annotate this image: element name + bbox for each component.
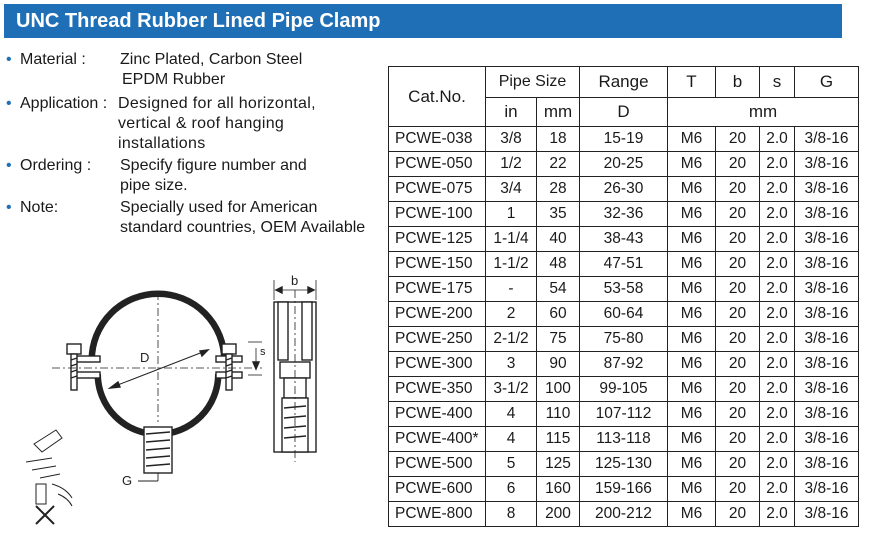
cell-mm: 28 bbox=[537, 177, 580, 202]
bullet-icon: • bbox=[6, 199, 12, 216]
cell-mm: 125 bbox=[537, 452, 580, 477]
bullet-icon: • bbox=[6, 95, 12, 112]
cell-s: 2.0 bbox=[760, 377, 795, 402]
cell-b: 20 bbox=[716, 502, 760, 527]
cell-b: 20 bbox=[716, 227, 760, 252]
cell-mm: 48 bbox=[537, 252, 580, 277]
cell-t: M6 bbox=[668, 227, 716, 252]
cell-b: 20 bbox=[716, 452, 760, 477]
cell-b: 20 bbox=[716, 302, 760, 327]
table-row bbox=[389, 127, 859, 152]
cell-t: M6 bbox=[668, 427, 716, 452]
cell-in: - bbox=[486, 277, 537, 302]
cell-cat-no: PCWE-175 bbox=[389, 277, 486, 302]
header-t: T bbox=[668, 67, 716, 98]
cell-range: 125-130 bbox=[580, 452, 668, 477]
cell-g: 3/8-16 bbox=[795, 127, 859, 152]
cell-t: M6 bbox=[668, 327, 716, 352]
cell-mm: 60 bbox=[537, 302, 580, 327]
table-row bbox=[389, 252, 859, 277]
table-row bbox=[389, 377, 859, 402]
cell-mm: 160 bbox=[537, 477, 580, 502]
cell-t: M6 bbox=[668, 177, 716, 202]
cell-b: 20 bbox=[716, 277, 760, 302]
cell-g: 3/8-16 bbox=[795, 227, 859, 252]
spec-material-label: Material : bbox=[20, 51, 86, 68]
cell-in: 2 bbox=[486, 302, 537, 327]
header-mm-unit: mm bbox=[668, 98, 859, 127]
cell-t: M6 bbox=[668, 152, 716, 177]
drawing-label-s: s bbox=[260, 346, 266, 358]
cell-range: 99-105 bbox=[580, 377, 668, 402]
cell-g: 3/8-16 bbox=[795, 377, 859, 402]
cell-b: 20 bbox=[716, 127, 760, 152]
cell-g: 3/8-16 bbox=[795, 302, 859, 327]
spec-table bbox=[388, 66, 859, 527]
cell-t: M6 bbox=[668, 352, 716, 377]
cell-in: 1-1/2 bbox=[486, 252, 537, 277]
cell-cat-no: PCWE-350 bbox=[389, 377, 486, 402]
cell-range: 107-112 bbox=[580, 402, 668, 427]
cell-s: 2.0 bbox=[760, 302, 795, 327]
cell-range: 60-64 bbox=[580, 302, 668, 327]
cell-g: 3/8-16 bbox=[795, 152, 859, 177]
cell-range: 113-118 bbox=[580, 427, 668, 452]
table-row bbox=[389, 327, 859, 352]
cell-b: 20 bbox=[716, 252, 760, 277]
page-title: UNC Thread Rubber Lined Pipe Clamp bbox=[4, 4, 842, 38]
cell-b: 20 bbox=[716, 402, 760, 427]
cell-cat-no: PCWE-500 bbox=[389, 452, 486, 477]
cell-s: 2.0 bbox=[760, 252, 795, 277]
cell-g: 3/8-16 bbox=[795, 452, 859, 477]
drawing-label-b: b bbox=[291, 273, 299, 288]
cell-in: 3-1/2 bbox=[486, 377, 537, 402]
header-b: b bbox=[716, 67, 760, 98]
cell-t: M6 bbox=[668, 452, 716, 477]
bullet-icon: • bbox=[6, 51, 12, 68]
cell-range: 15-19 bbox=[580, 127, 668, 152]
table-row bbox=[389, 427, 859, 452]
table-row bbox=[389, 352, 859, 377]
header-d: D bbox=[580, 98, 668, 127]
cell-s: 2.0 bbox=[760, 227, 795, 252]
cell-cat-no: PCWE-300 bbox=[389, 352, 486, 377]
cell-mm: 22 bbox=[537, 152, 580, 177]
header-pipe-size: Pipe Size bbox=[486, 67, 580, 98]
cell-mm: 100 bbox=[537, 377, 580, 402]
cell-range: 47-51 bbox=[580, 252, 668, 277]
cell-g: 3/8-16 bbox=[795, 502, 859, 527]
spec-application-line: installations bbox=[118, 135, 206, 152]
cell-range: 53-58 bbox=[580, 277, 668, 302]
cell-t: M6 bbox=[668, 252, 716, 277]
cell-b: 20 bbox=[716, 152, 760, 177]
cell-in: 3/8 bbox=[486, 127, 537, 152]
cell-s: 2.0 bbox=[760, 277, 795, 302]
cell-b: 20 bbox=[716, 202, 760, 227]
table-row bbox=[389, 502, 859, 527]
cell-g: 3/8-16 bbox=[795, 402, 859, 427]
cell-cat-no: PCWE-250 bbox=[389, 327, 486, 352]
table-row bbox=[389, 227, 859, 252]
header-range: Range bbox=[580, 67, 668, 98]
spec-note-line: Specially used for American bbox=[120, 199, 318, 216]
cell-range: 87-92 bbox=[580, 352, 668, 377]
cell-range: 159-166 bbox=[580, 477, 668, 502]
cell-s: 2.0 bbox=[760, 327, 795, 352]
cell-b: 20 bbox=[716, 427, 760, 452]
cell-in: 8 bbox=[486, 502, 537, 527]
spec-application-line: vertical & roof hanging bbox=[118, 115, 285, 132]
cell-mm: 110 bbox=[537, 402, 580, 427]
cell-cat-no: PCWE-075 bbox=[389, 177, 486, 202]
cell-s: 2.0 bbox=[760, 352, 795, 377]
spec-ordering-line: Specify figure number and bbox=[120, 157, 307, 174]
cell-b: 20 bbox=[716, 352, 760, 377]
pipe-clamp-drawing bbox=[12, 262, 372, 528]
cell-cat-no: PCWE-125 bbox=[389, 227, 486, 252]
cell-t: M6 bbox=[668, 127, 716, 152]
cell-b: 20 bbox=[716, 177, 760, 202]
cell-in: 1 bbox=[486, 202, 537, 227]
table-row bbox=[389, 302, 859, 327]
cell-cat-no: PCWE-050 bbox=[389, 152, 486, 177]
cell-s: 2.0 bbox=[760, 127, 795, 152]
cell-t: M6 bbox=[668, 302, 716, 327]
cell-s: 2.0 bbox=[760, 202, 795, 227]
cell-s: 2.0 bbox=[760, 477, 795, 502]
cell-s: 2.0 bbox=[760, 177, 795, 202]
cell-s: 2.0 bbox=[760, 452, 795, 477]
spec-material-line: Zinc Plated, Carbon Steel bbox=[120, 51, 303, 68]
table-row bbox=[389, 452, 859, 477]
cell-t: M6 bbox=[668, 202, 716, 227]
cell-mm: 40 bbox=[537, 227, 580, 252]
cell-cat-no: PCWE-100 bbox=[389, 202, 486, 227]
header-cat-no: Cat.No. bbox=[389, 67, 486, 127]
table-row bbox=[389, 477, 859, 502]
cell-t: M6 bbox=[668, 502, 716, 527]
table-row bbox=[389, 152, 859, 177]
cell-b: 20 bbox=[716, 327, 760, 352]
cell-mm: 90 bbox=[537, 352, 580, 377]
spec-application-label: Application : bbox=[20, 95, 108, 112]
spec-material-line: EPDM Rubber bbox=[122, 71, 226, 88]
cell-cat-no: PCWE-400 bbox=[389, 402, 486, 427]
drawing-label-g: G bbox=[122, 473, 133, 488]
spec-note-label: Note: bbox=[20, 199, 59, 216]
cell-in: 1-1/4 bbox=[486, 227, 537, 252]
cell-cat-no: PCWE-800 bbox=[389, 502, 486, 527]
cell-in: 3 bbox=[486, 352, 537, 377]
drawing-label-d: D bbox=[140, 350, 150, 365]
cell-cat-no: PCWE-400* bbox=[389, 427, 486, 452]
cell-g: 3/8-16 bbox=[795, 352, 859, 377]
cell-g: 3/8-16 bbox=[795, 252, 859, 277]
header-in: in bbox=[486, 98, 537, 127]
cell-in: 2-1/2 bbox=[486, 327, 537, 352]
spec-ordering-line: pipe size. bbox=[120, 177, 188, 194]
cell-range: 200-212 bbox=[580, 502, 668, 527]
cell-range: 26-30 bbox=[580, 177, 668, 202]
cell-cat-no: PCWE-150 bbox=[389, 252, 486, 277]
cell-in: 5 bbox=[486, 452, 537, 477]
cell-mm: 200 bbox=[537, 502, 580, 527]
spec-note-line: standard countries, OEM Available bbox=[120, 219, 366, 236]
cell-mm: 115 bbox=[537, 427, 580, 452]
cell-g: 3/8-16 bbox=[795, 477, 859, 502]
cell-in: 4 bbox=[486, 427, 537, 452]
cell-range: 20-25 bbox=[580, 152, 668, 177]
cell-g: 3/8-16 bbox=[795, 327, 859, 352]
cell-t: M6 bbox=[668, 277, 716, 302]
cell-t: M6 bbox=[668, 477, 716, 502]
cell-cat-no: PCWE-038 bbox=[389, 127, 486, 152]
header-mm: mm bbox=[537, 98, 580, 127]
header-s: s bbox=[760, 67, 795, 98]
cell-g: 3/8-16 bbox=[795, 427, 859, 452]
table-row bbox=[389, 277, 859, 302]
cell-range: 32-36 bbox=[580, 202, 668, 227]
table-row bbox=[389, 402, 859, 427]
cell-g: 3/8-16 bbox=[795, 277, 859, 302]
cell-in: 4 bbox=[486, 402, 537, 427]
table-row bbox=[389, 202, 859, 227]
spec-application-line: Designed for all horizontal, bbox=[118, 95, 316, 112]
cell-in: 1/2 bbox=[486, 152, 537, 177]
cell-s: 2.0 bbox=[760, 402, 795, 427]
spec-ordering-label: Ordering : bbox=[20, 157, 92, 174]
table-row bbox=[389, 177, 859, 202]
cell-t: M6 bbox=[668, 402, 716, 427]
bullet-icon: • bbox=[6, 157, 12, 174]
cell-in: 6 bbox=[486, 477, 537, 502]
cell-b: 20 bbox=[716, 477, 760, 502]
cell-b: 20 bbox=[716, 377, 760, 402]
cell-in: 3/4 bbox=[486, 177, 537, 202]
cell-s: 2.0 bbox=[760, 502, 795, 527]
header-g: G bbox=[795, 67, 859, 98]
cell-t: M6 bbox=[668, 377, 716, 402]
cell-range: 38-43 bbox=[580, 227, 668, 252]
cell-mm: 35 bbox=[537, 202, 580, 227]
cell-s: 2.0 bbox=[760, 152, 795, 177]
cell-cat-no: PCWE-200 bbox=[389, 302, 486, 327]
cell-cat-no: PCWE-600 bbox=[389, 477, 486, 502]
cell-mm: 54 bbox=[537, 277, 580, 302]
cell-g: 3/8-16 bbox=[795, 177, 859, 202]
cell-mm: 75 bbox=[537, 327, 580, 352]
cell-range: 75-80 bbox=[580, 327, 668, 352]
cell-mm: 18 bbox=[537, 127, 580, 152]
cell-g: 3/8-16 bbox=[795, 202, 859, 227]
cell-s: 2.0 bbox=[760, 427, 795, 452]
